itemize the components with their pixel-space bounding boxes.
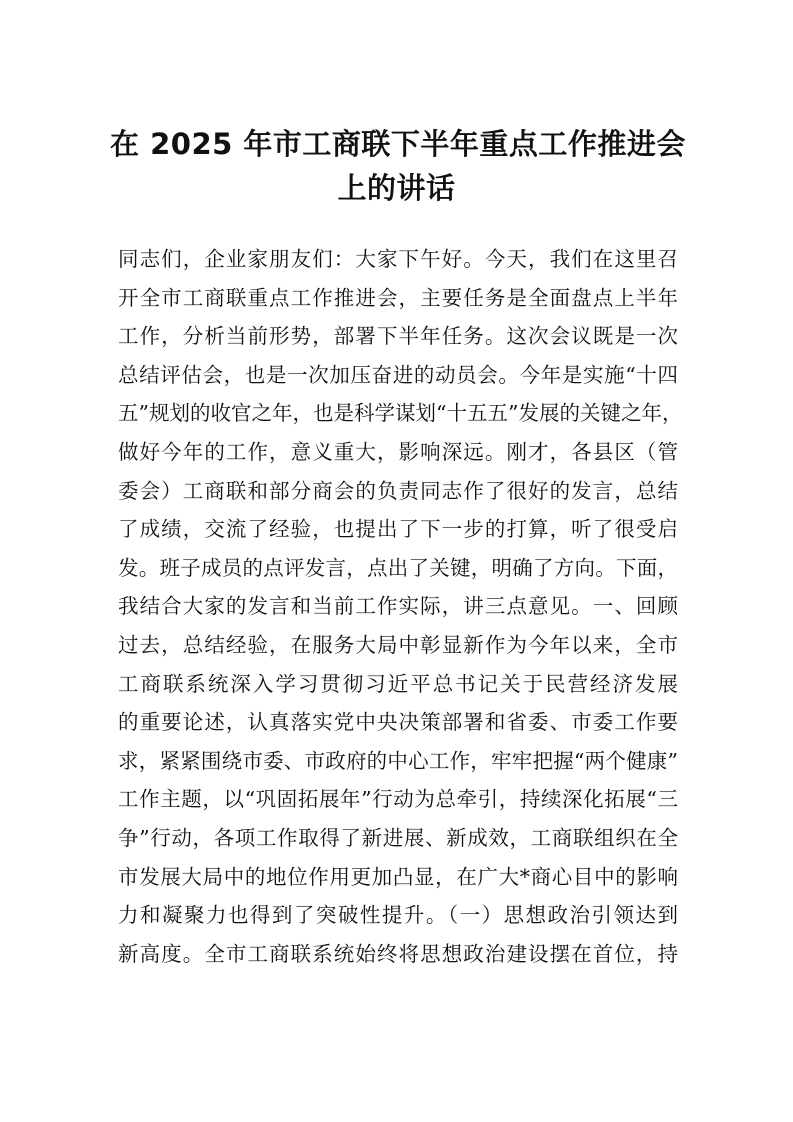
body-line: 工作，分析当前形势，部署下半年任务。这次会议既是一次 [118, 324, 678, 349]
body-line: 工作主题，以“巩固拓展年”行动为总牵引，持续深化拓展“三 [118, 787, 678, 812]
body-line: 市发展大局中的地位作用更加凸显，在广大*商心目中的影响 [118, 864, 678, 889]
body-line: 求，紧紧围绕市委、市政府的中心工作，牢牢把握“两个健康” [118, 748, 678, 773]
body-line: 力和凝聚力也得到了突破性提升。（一）思想政治引领达到 [118, 903, 678, 928]
body-line: 新高度。全市工商联系统始终将思想政治建设摆在首位，持 [118, 941, 678, 966]
body-line: 五”规划的收官之年，也是科学谋划“十五五”发展的关键之年， [118, 401, 683, 426]
title-line-2: 上的讲话 [337, 171, 456, 205]
document-body [118, 240, 683, 973]
body-line: 同志们，企业家朋友们：大家下午好。今天，我们在这里召 [118, 247, 678, 271]
body-line: 我结合大家的发言和当前工作实际，讲三点意见。一、回顾 [118, 594, 678, 619]
body-line: 开全市工商联重点工作推进会，主要任务是全面盘点上半年 [118, 285, 678, 310]
body-line: 过去，总结经验，在服务大局中彰显新作为今年以来，全市 [118, 632, 678, 657]
body-line: 总结评估会，也是一次加压奋进的动员会。今年是实施“十四 [118, 362, 678, 387]
title-line-1: 在 2025 年市工商联下半年重点工作推进会 [110, 127, 686, 161]
body-line: 做好今年的工作，意义重大，影响深远。刚才，各县区（管 [118, 439, 678, 464]
body-line: 发。班子成员的点评发言，点出了关键，明确了方向。下面， [118, 555, 678, 580]
body-line: 的重要论述，认真落实党中央决策部署和省委、市委工作要 [118, 710, 678, 735]
body-line: 争”行动，各项工作取得了新进展、新成效，工商联组织在全 [118, 825, 678, 850]
document-title [110, 122, 686, 210]
body-line: 工商联系统深入学习贯彻习近平总书记关于民营经济发展 [118, 671, 678, 696]
body-line: 了成绩，交流了经验，也提出了下一步的打算，听了很受启 [118, 517, 678, 542]
body-line: 委会）工商联和部分商会的负责同志作了很好的发言，总结 [118, 478, 678, 503]
